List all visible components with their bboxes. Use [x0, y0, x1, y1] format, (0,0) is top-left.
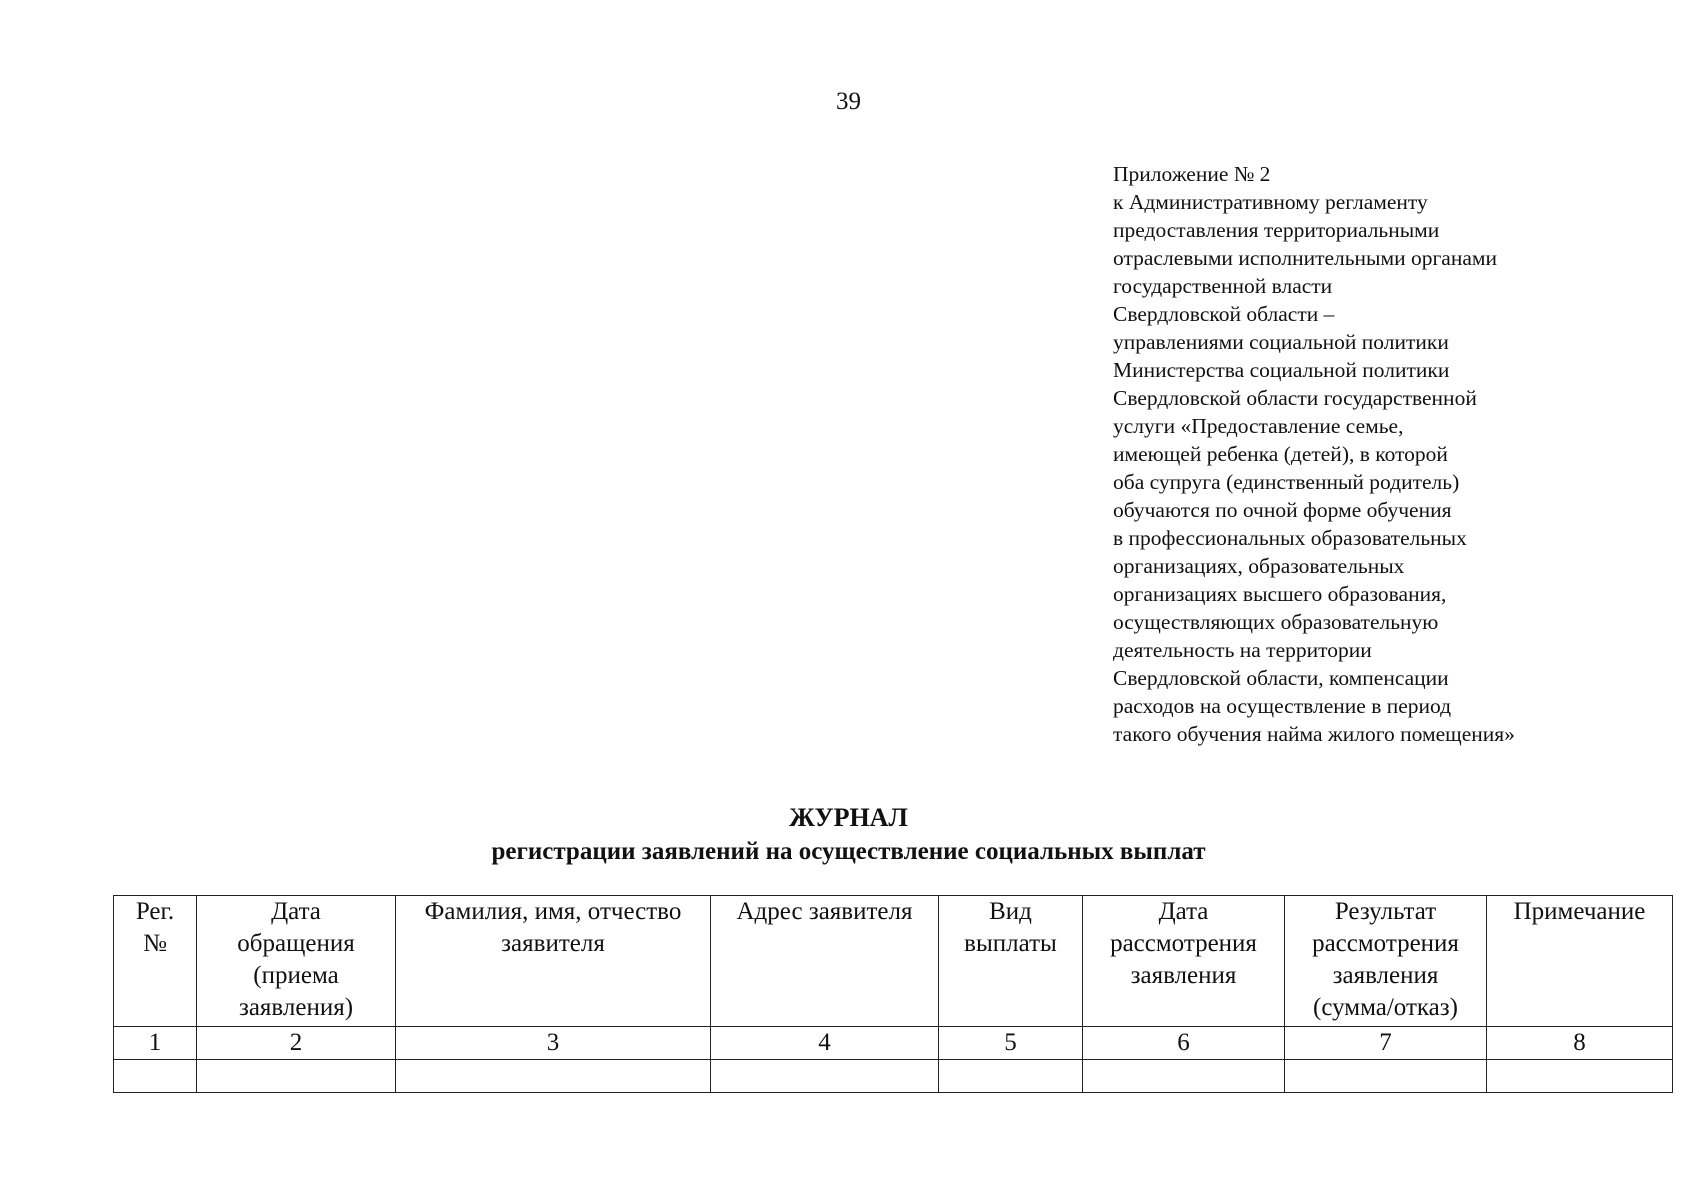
- appendix-line: организациях, образовательных: [1113, 554, 1405, 578]
- column-header-line: Рег.: [135, 898, 175, 925]
- column-number-cell: 6: [1083, 1027, 1285, 1060]
- column-header-line: заявления): [238, 994, 354, 1021]
- column-number-cell: 1: [114, 1027, 197, 1060]
- column-header-line: выплаты: [964, 930, 1057, 957]
- appendix-line: государственной власти: [1113, 274, 1333, 298]
- column-number-cell: 5: [939, 1027, 1083, 1060]
- page-number: 39: [836, 88, 861, 115]
- column-header-line: заявителя: [501, 930, 605, 957]
- column-header-line: (приема: [253, 962, 339, 989]
- column-header-line: Дата: [1158, 898, 1209, 925]
- column-header-line: заявления: [1332, 962, 1439, 989]
- table-cell[interactable]: [1285, 1060, 1487, 1093]
- appendix-line: деятельность на территории: [1113, 638, 1372, 662]
- appendix-line: предоставления территориальными: [1113, 218, 1440, 242]
- column-header-8: [1487, 896, 1673, 1027]
- column-header-line: (сумма/отказ): [1313, 994, 1458, 1021]
- table-cell[interactable]: [939, 1060, 1083, 1093]
- appendix-line: осуществляющих образовательную: [1113, 610, 1439, 634]
- column-number-cell: 7: [1285, 1027, 1487, 1060]
- appendix-line: услуги «Предоставление семье,: [1113, 414, 1404, 438]
- column-header-4: [711, 896, 939, 1027]
- column-header-3: [396, 896, 711, 1027]
- column-header-1: [114, 896, 197, 1027]
- column-header-6: [1083, 896, 1285, 1027]
- column-header-line: рассмотрения: [1110, 930, 1257, 957]
- table-cell[interactable]: [396, 1060, 711, 1093]
- column-header-line: Примечание: [1513, 898, 1646, 925]
- column-number-cell: 2: [197, 1027, 396, 1060]
- appendix-line: отраслевыми исполнительными органами: [1113, 246, 1498, 270]
- journal-subtitle: регистрации заявлений на осуществление социальных выплат: [491, 838, 1206, 865]
- appendix-line: обучаются по очной форме обучения: [1113, 498, 1452, 522]
- column-header-2: [197, 896, 396, 1027]
- appendix-line: Свердловской области, компенсации: [1113, 666, 1449, 690]
- appendix-line: к Административному регламенту: [1113, 190, 1428, 214]
- appendix-line: организациях высшего образования,: [1113, 582, 1447, 606]
- column-header-line: Дата: [271, 898, 321, 925]
- appendix-line: управлениями социальной политики: [1113, 330, 1449, 354]
- appendix-line: Свердловской области –: [1113, 302, 1335, 326]
- column-number-cell: 3: [396, 1027, 711, 1060]
- table-cell[interactable]: [1083, 1060, 1285, 1093]
- column-number-row: [114, 1027, 1673, 1060]
- table-cell[interactable]: [197, 1060, 396, 1093]
- column-header-line: Адрес заявителя: [736, 898, 913, 925]
- table-header-row: [114, 896, 1673, 1027]
- column-header-5: [939, 896, 1083, 1027]
- appendix-line: имеющей ребенка (детей), в которой: [1113, 442, 1448, 466]
- column-number-cell: 8: [1487, 1027, 1673, 1060]
- table-cell[interactable]: [1487, 1060, 1673, 1093]
- table-row: [114, 1060, 1673, 1093]
- appendix-line: такого обучения найма жилого помещения»: [1113, 722, 1515, 746]
- column-header-line: обращения: [237, 930, 355, 957]
- appendix-line: оба супруга (единственный родитель): [1113, 470, 1460, 494]
- appendix-line: Свердловской области государственной: [1113, 386, 1477, 410]
- journal-title: ЖУРНАЛ: [789, 803, 908, 832]
- table-cell[interactable]: [711, 1060, 939, 1093]
- appendix-line: расходов на осуществление в период: [1113, 694, 1452, 718]
- journal-table: [113, 895, 1673, 1093]
- column-header-line: рассмотрения: [1312, 930, 1459, 957]
- table-cell[interactable]: [114, 1060, 197, 1093]
- column-header-line: №: [143, 930, 167, 957]
- column-header-7: [1285, 896, 1487, 1027]
- appendix-line: Приложение № 2: [1113, 162, 1271, 186]
- column-header-line: Вид: [989, 898, 1032, 925]
- appendix-note: [1113, 160, 1633, 748]
- column-header-line: Фамилия, имя, отчество: [424, 898, 682, 925]
- column-number-cell: 4: [711, 1027, 939, 1060]
- column-header-line: заявления: [1130, 962, 1237, 989]
- appendix-line: Министерства социальной политики: [1113, 358, 1450, 382]
- appendix-line: в профессиональных образовательных: [1113, 526, 1467, 550]
- column-header-line: Результат: [1334, 898, 1437, 925]
